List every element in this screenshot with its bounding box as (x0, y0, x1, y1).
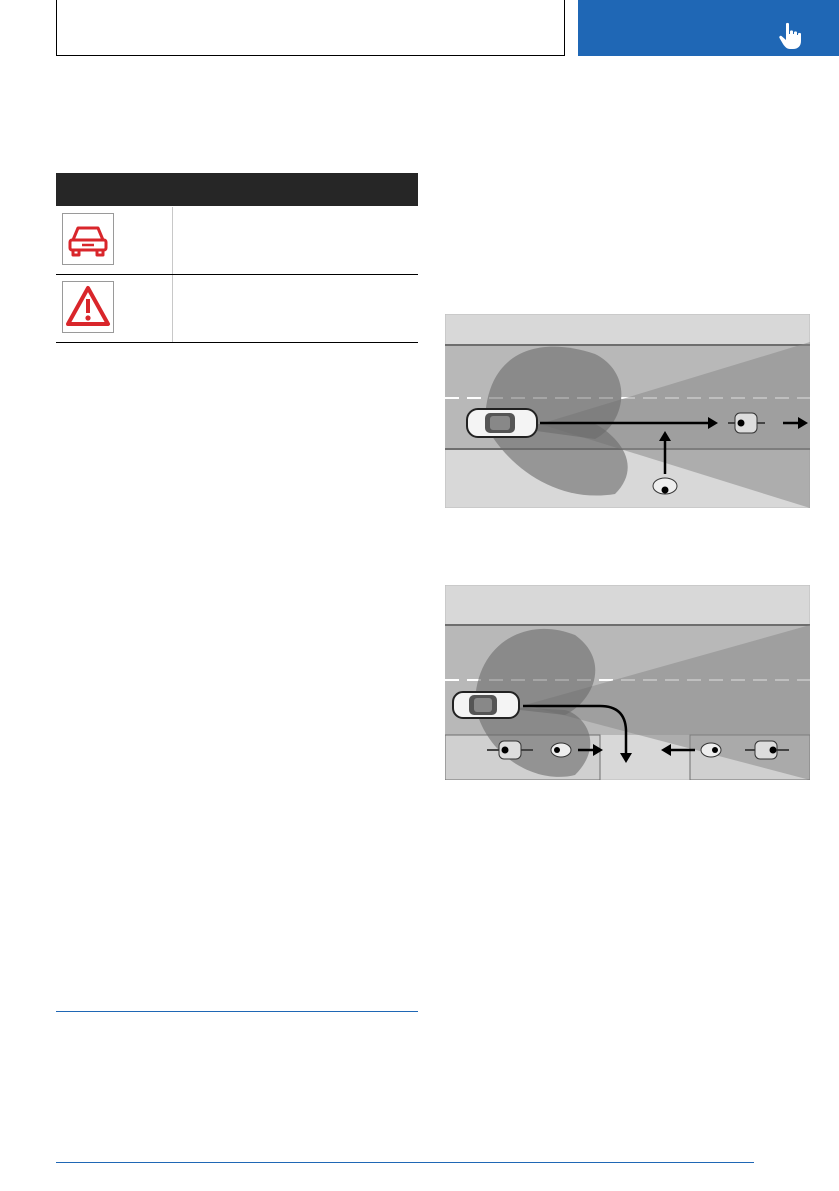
section-divider (56, 1011, 418, 1012)
cell-separator (172, 207, 173, 275)
table-row (56, 207, 418, 275)
pedestrian-icon (551, 743, 571, 757)
pedestrian-icon (701, 743, 721, 757)
table-row (56, 275, 418, 343)
turning-crossing-cyclists-figure (445, 585, 810, 780)
table-header-bar (56, 173, 418, 206)
page-header-box (56, 0, 565, 56)
row-divider (56, 342, 418, 343)
crossing-pedestrian-figure (445, 314, 810, 508)
navigation-tab[interactable] (578, 0, 839, 56)
car-icon (453, 692, 519, 718)
pointing-hand-icon (778, 22, 804, 50)
car-icon (467, 409, 537, 437)
red-car-warning-icon (62, 213, 114, 265)
footer-divider (56, 1162, 754, 1163)
red-warning-triangle-icon (62, 281, 114, 333)
cell-separator (172, 275, 173, 343)
